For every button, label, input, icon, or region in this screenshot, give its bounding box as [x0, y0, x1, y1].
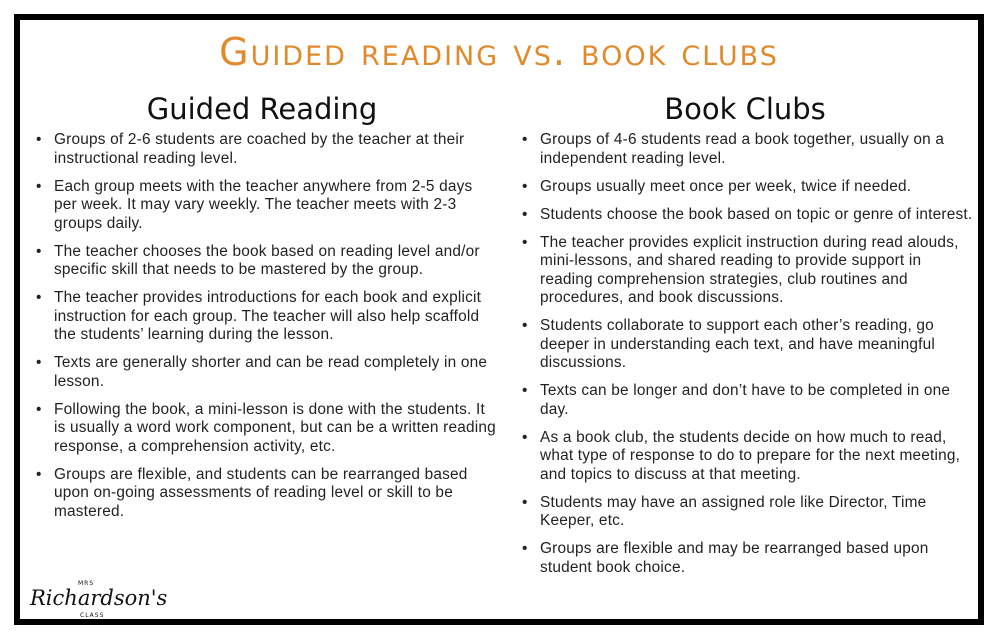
book-clubs-list — [514, 131, 976, 577]
list-item: • Texts are generally shorter and can be read completely in one lesson. — [36, 354, 488, 390]
list-item: • Groups of 4-6 students read a book together, usually on a independent reading level. — [522, 131, 945, 167]
list-item: • The teacher chooses the book based on reading level and/or specific skill that needs to be mastered by the group. — [36, 242, 480, 278]
bullet-icon: • — [36, 465, 42, 483]
bullet-icon: • — [522, 131, 528, 148]
list-item: • Students collaborate to support each other’s reading, go deeper in understanding each text, and have meaningful discussions. — [522, 317, 935, 371]
bullet-icon: • — [522, 493, 528, 511]
bullet-icon: • — [36, 400, 42, 418]
list-item: • Following the book, a mini-lesson is done with the students. It is usually a word work component, but can be a written reading response, a comprehension activity, etc. — [36, 400, 496, 455]
bullet-icon: • — [522, 317, 528, 334]
list-item: • As a book club, the students decide on how much to read, what type of response to do to prepare for the next meeting, and topics to discuss at that meeting. — [522, 428, 961, 483]
bullet-icon: • — [522, 233, 528, 251]
bullet-icon: • — [522, 428, 528, 446]
guided-reading-heading: Guided Reading — [146, 92, 378, 126]
poster-frame — [14, 14, 984, 625]
list-item: • Groups of 2-6 students are coached by the teacher at their instructional reading level. — [36, 131, 465, 167]
bullet-icon: • — [522, 177, 528, 195]
bullet-icon: • — [522, 382, 528, 399]
list-item: • Groups are flexible, and students can be rearranged based upon on-going assessments of reading level or skill to be mastered. — [36, 465, 468, 520]
bullet-icon: • — [522, 540, 528, 557]
logo-name-text: Richardson's — [30, 586, 168, 610]
poster-title: Guided reading vs. book clubs — [219, 30, 779, 74]
bullet-icon: • — [522, 205, 528, 223]
bullet-icon: • — [36, 131, 42, 148]
bullet-icon: • — [36, 177, 42, 195]
list-item: • Texts can be longer and don’t have to be completed in one day. — [522, 382, 951, 418]
bullet-icon: • — [36, 289, 42, 306]
bullet-icon: • — [36, 354, 42, 371]
logo-mrs-text: MRS — [78, 580, 95, 587]
class-logo — [28, 580, 168, 620]
list-item: • Groups are flexible and may be rearranged based upon student book choice. — [522, 540, 929, 576]
guided-reading-column — [28, 92, 496, 531]
book-clubs-heading: Book Clubs — [664, 92, 826, 126]
guided-reading-list — [28, 131, 496, 521]
list-item: • Students choose the book based on topic or genre of interest. — [522, 205, 973, 223]
list-item: • Groups usually meet once per week, twice if needed. — [522, 177, 912, 195]
logo-class-text: CLASS — [80, 612, 105, 619]
bullet-icon: • — [36, 242, 42, 260]
list-item: • Each group meets with the teacher anywhere from 2-5 days per week. It may vary weekly. The teacher meets with 2-3 groups daily. — [36, 177, 473, 232]
book-clubs-column — [514, 92, 976, 587]
list-item: • Students may have an assigned role like Director, Time Keeper, etc. — [522, 493, 927, 529]
list-item: • The teacher provides explicit instruction during read alouds, mini-lessons, and shared reading to provide support in reading comprehension strategies, club routines and procedures, and book discussions. — [522, 233, 959, 306]
list-item: • The teacher provides introductions for each book and explicit instruction for each group. The teacher will also help scaffold the students’ learning during the lesson. — [36, 289, 482, 343]
